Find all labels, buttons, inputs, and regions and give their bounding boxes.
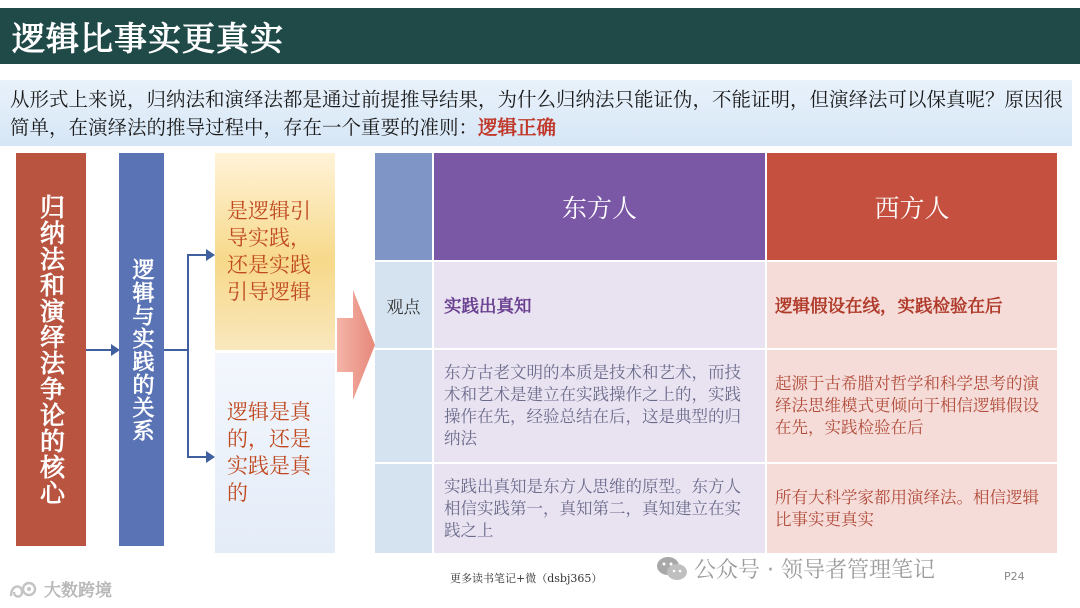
question-box-1 (215, 153, 335, 350)
wechat-watermark-text: 公众号 · 领导者管理笔记 (694, 558, 935, 583)
wechat-icon (656, 556, 688, 582)
connector-line (164, 349, 188, 351)
page-number: P24 (1004, 570, 1025, 583)
arrow-head-icon (206, 249, 215, 261)
table-cell-west (767, 464, 1057, 553)
core-label: 归纳法和演绎法争论的核心 (36, 193, 66, 506)
row-label-text: 观点 (386, 297, 421, 318)
left-watermark-text: 大数跨境 (44, 581, 112, 601)
left-watermark (8, 576, 112, 601)
header-east (434, 153, 765, 260)
logo-icon (8, 578, 40, 600)
relation-box (119, 153, 164, 546)
row-label (375, 262, 432, 348)
east-viewpoint: 实践出真知 (444, 296, 532, 317)
question-2-text: 逻辑是真的，还是实践是真的 (227, 400, 311, 505)
west-description: 起源于古希腊对哲学和科学思考的演绎法思维模式更倾向于相信逻辑假设在先，实践检验在后 (775, 374, 1039, 437)
table-cell-east (434, 350, 765, 462)
table-cell-east (434, 262, 765, 348)
row-label (375, 464, 432, 553)
right-arrow-icon (337, 290, 375, 400)
intro-paragraph (0, 80, 1072, 146)
west-viewpoint: 逻辑假设在线，实践检验在后 (775, 296, 1003, 317)
header-east-label: 东方人 (561, 193, 637, 223)
table-cell-west (767, 350, 1057, 462)
wechat-watermark (656, 553, 935, 584)
west-summary: 所有大科学家都用演绎法。相信逻辑比事实更真实 (775, 487, 1039, 529)
question-box-2 (215, 353, 335, 553)
table-cell-east (434, 464, 765, 553)
table-corner (375, 153, 432, 260)
connector-line (187, 456, 207, 458)
row-label (375, 350, 432, 462)
relation-label: 逻辑与实践的关系 (129, 257, 154, 442)
header-west (767, 153, 1057, 260)
arrow-head-icon (206, 451, 215, 463)
east-summary: 实践出真知是东方人思维的原型。东方人相信实践第一，真知第二，真知建立在实践之上 (444, 476, 741, 540)
intro-highlight: 逻辑正确 (478, 116, 557, 139)
footer-note: 更多读书笔记+微（dsbj365） (450, 572, 603, 585)
bracket-line (187, 254, 189, 458)
title-bar (0, 8, 1080, 64)
east-description: 东方古老文明的本质是技术和艺术，而技术和艺术是建立在实践操作之上的，实践操作在先，经验总结在后，这是典型的归纳法 (444, 363, 741, 448)
header-west-label: 西方人 (874, 193, 950, 223)
table-cell-west (767, 262, 1057, 348)
question-1-text: 是逻辑引导实践，还是实践引导逻辑 (227, 198, 311, 304)
core-box (16, 153, 86, 546)
connector-line (86, 349, 111, 351)
connector-line (187, 254, 207, 256)
slide-title: 逻辑比事实更真实 (12, 18, 284, 58)
intro-text: 从形式上来说，归纳法和演绎法都是通过前提推导结果，为什么归纳法只能证伪，不能证明，但演绎法可以保真呢？原因很简单，在演绎法的推导过程中，存在一个重要的准则： (10, 88, 1064, 139)
